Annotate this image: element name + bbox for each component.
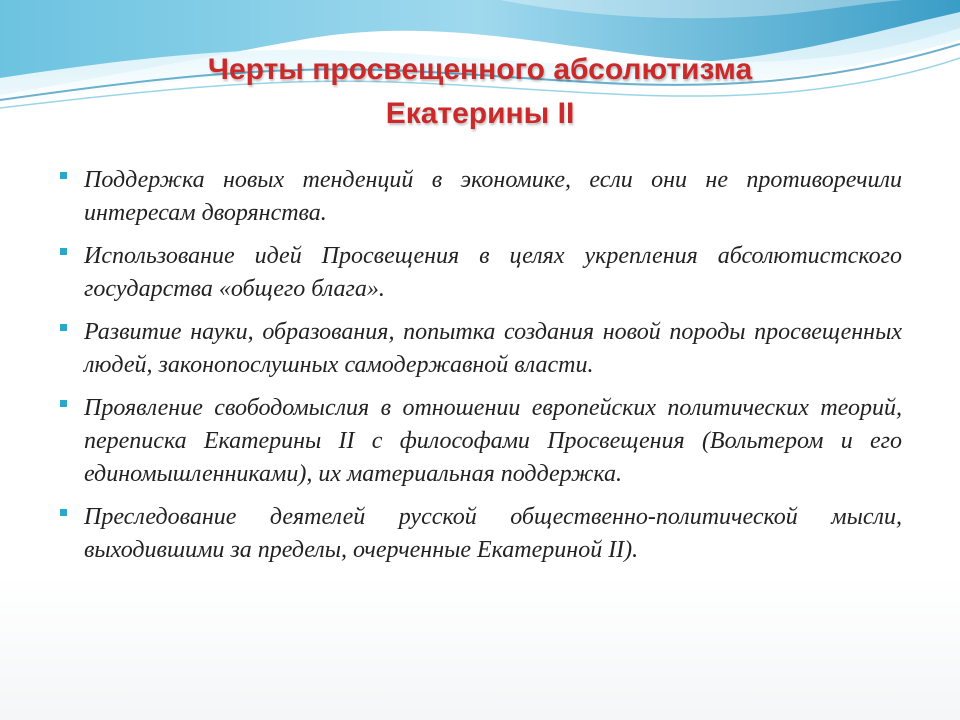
slide-title-line-2: Екатерины II bbox=[385, 97, 575, 130]
slide-title bbox=[60, 48, 900, 136]
list-item-text: Поддержка новых тенденций в экономике, если они не противоречили интересам дворянства. bbox=[84, 167, 902, 226]
bullet-square-icon bbox=[60, 248, 67, 255]
list-item bbox=[60, 392, 902, 491]
bullet-square-icon bbox=[60, 324, 67, 331]
list-item-text: Развитие науки, образования, попытка создания новой породы просвещенных людей, законопослушных самодержавной власти. bbox=[84, 319, 902, 378]
list-item-text: Использование идей Просвещения в целях укрепления абсолютистского государства «общего блага». bbox=[84, 243, 902, 302]
bullet-square-icon bbox=[60, 400, 67, 407]
bullet-list bbox=[60, 164, 902, 577]
bullet-square-icon bbox=[60, 509, 67, 516]
bullet-square-icon bbox=[60, 172, 67, 179]
slide-title-line-1: Черты просвещенного абсолютизма bbox=[207, 53, 753, 86]
list-item bbox=[60, 240, 902, 306]
list-item-text: Преследование деятелей русской общественно-политической мысли, выходившими за пределы, очерченные Екатериной II). bbox=[84, 504, 902, 563]
list-item bbox=[60, 164, 902, 230]
list-item bbox=[60, 316, 902, 382]
list-item-text: Проявление свободомыслия в отношении европейских политических теорий, переписка Екатерины II с философами Просвещения (Вольтером и его единомышленниками), их материальная поддержка. bbox=[84, 395, 902, 487]
list-item bbox=[60, 501, 902, 567]
